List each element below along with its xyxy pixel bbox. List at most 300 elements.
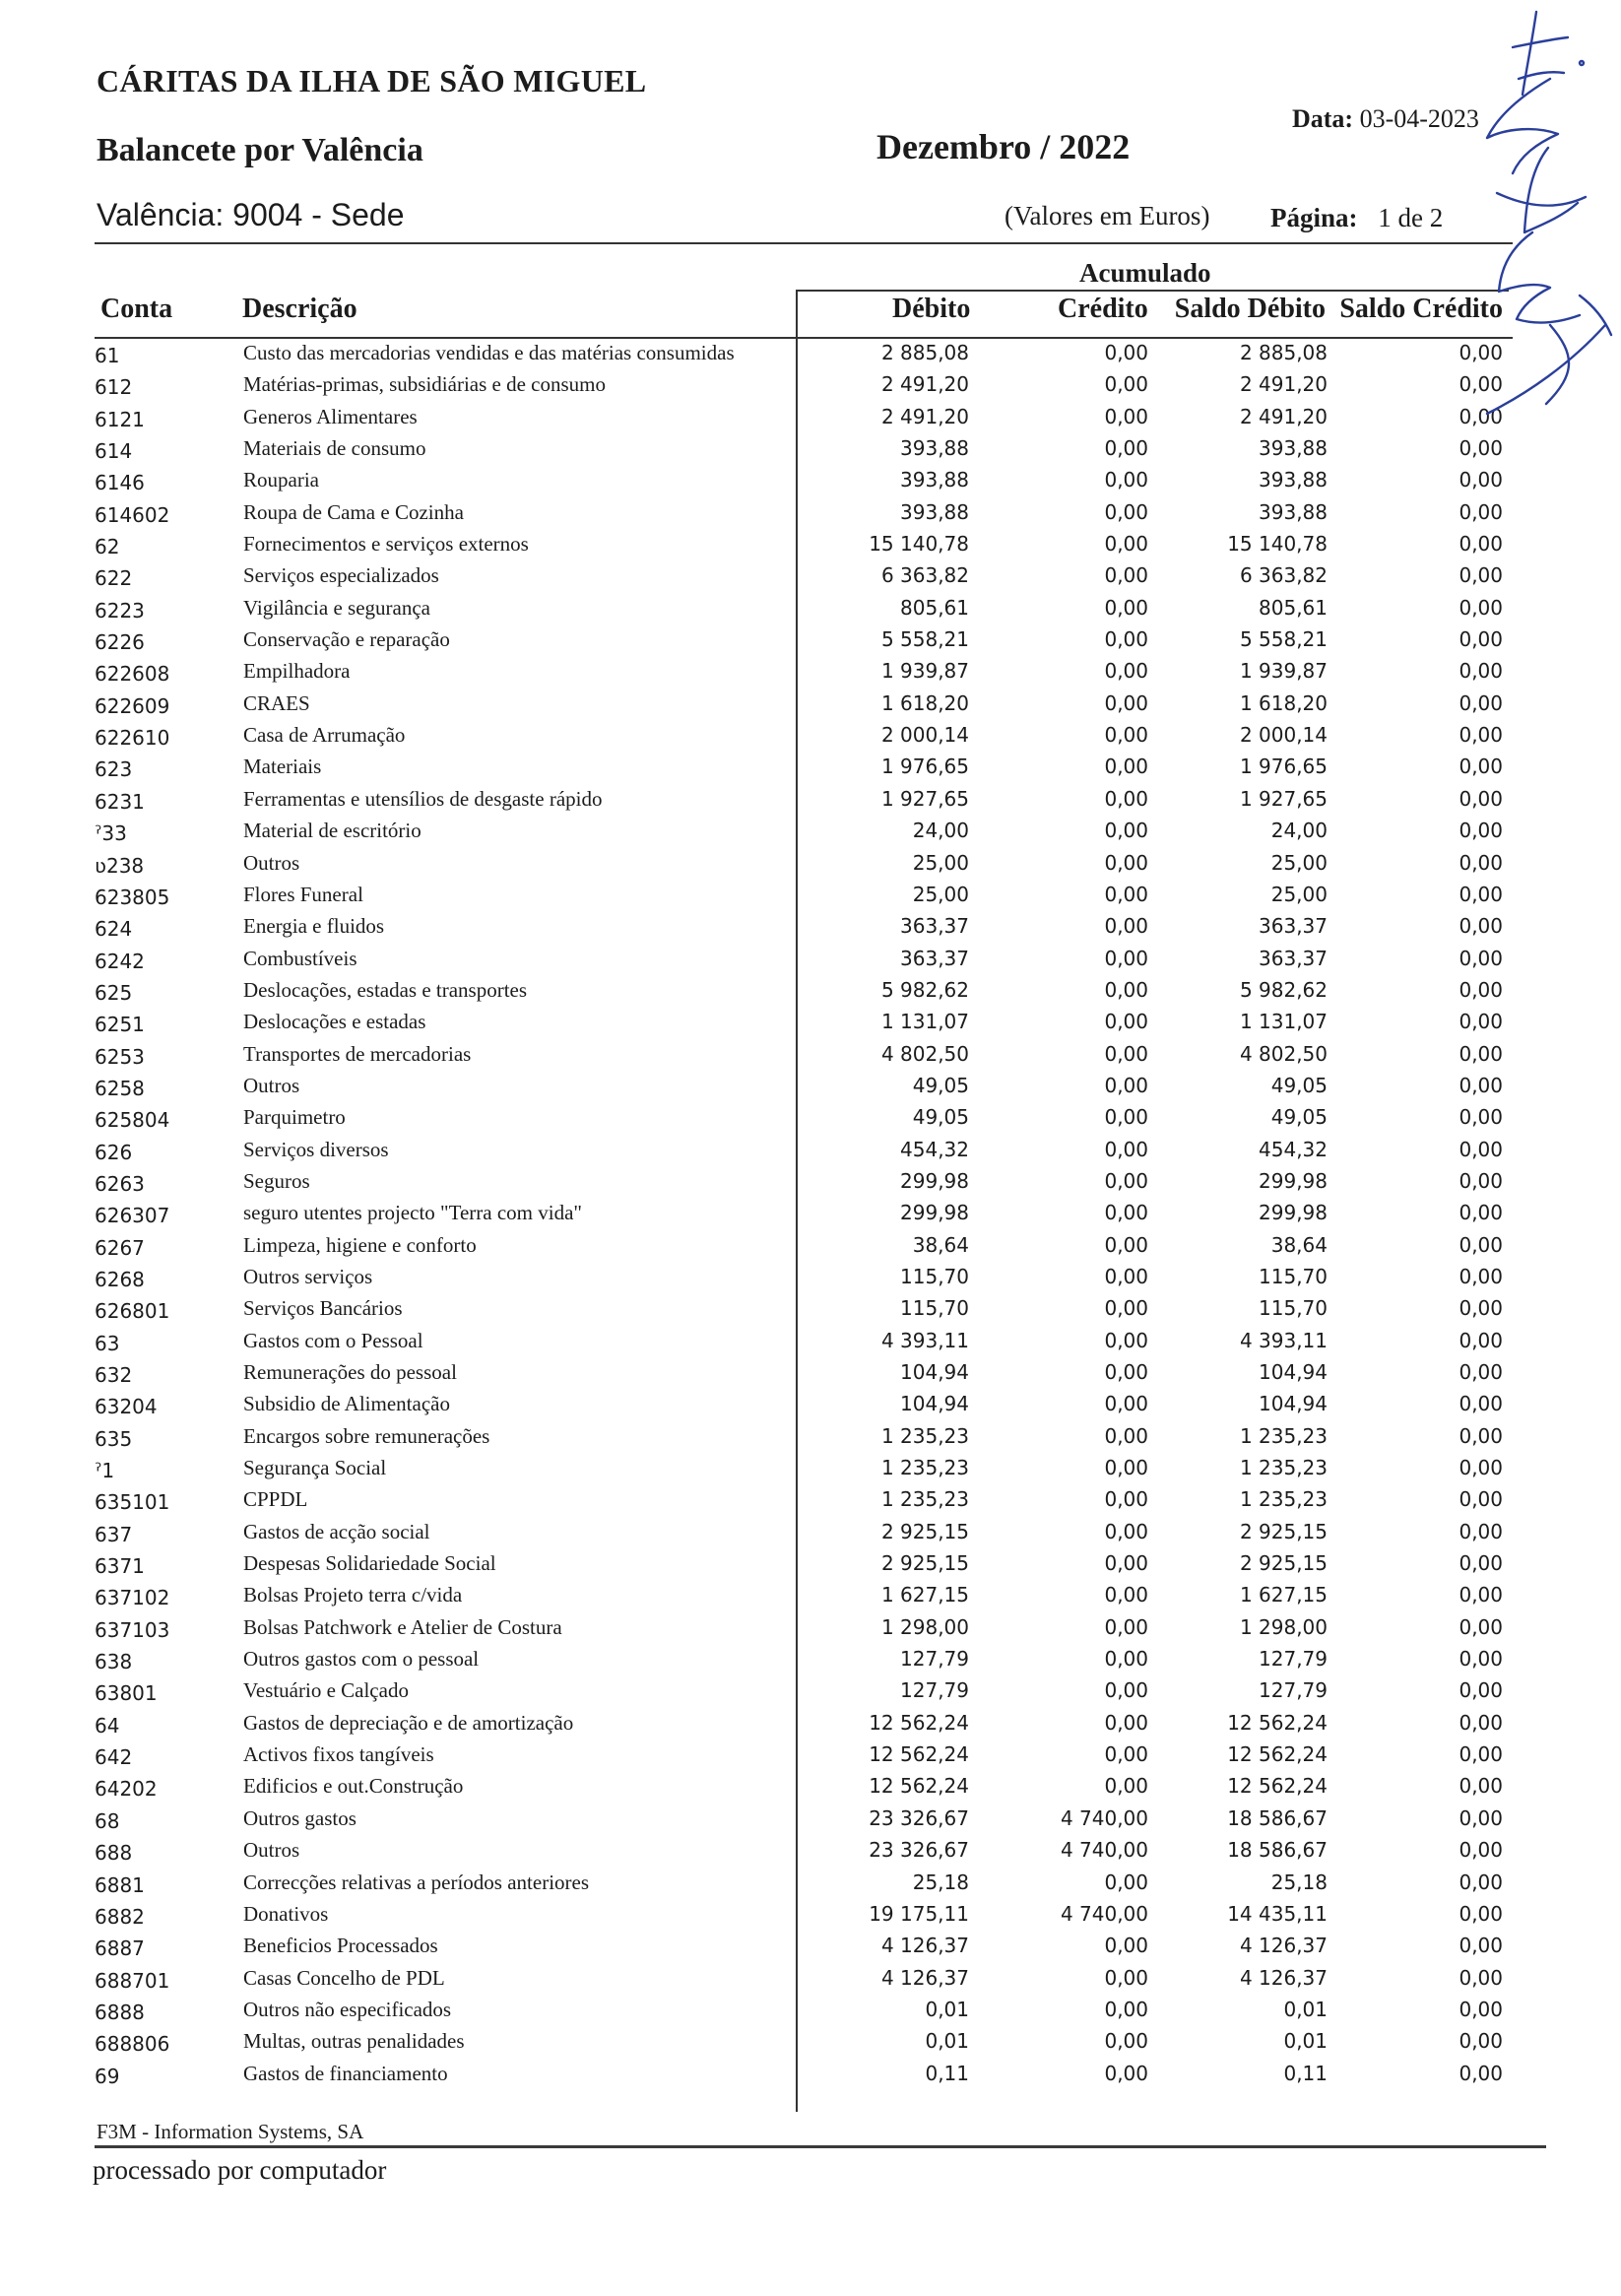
cell-saldo-credito: 0,00	[1459, 1710, 1503, 1735]
cell-saldo-credito: 0,00	[1459, 1041, 1503, 1066]
cell-saldo-credito: 0,00	[1459, 1678, 1503, 1703]
cell-saldo-credito: 0,00	[1459, 946, 1503, 970]
cell-debito: 4 393,11	[880, 1328, 969, 1352]
cell-debito: 4 126,37	[880, 1965, 969, 1990]
column-header-saldo-credito: Saldo Crédito	[1339, 294, 1503, 324]
date-label: Data:	[1292, 104, 1354, 133]
table-row	[0, 532, 1621, 563]
cell-descricao: Generos Alimentares	[243, 404, 418, 428]
cell-conta: ʋ238	[95, 853, 145, 878]
cell-debito: 4 802,50	[880, 1041, 969, 1066]
cell-conta: ˀ1	[95, 1459, 115, 1483]
cell-credito: 0,00	[1104, 690, 1148, 715]
cell-debito: 15 140,78	[869, 532, 969, 557]
cell-saldo-credito: 0,00	[1459, 595, 1503, 620]
cell-descricao: Outros	[243, 1838, 300, 1863]
table-row	[0, 1678, 1621, 1710]
cell-conta: 6242	[95, 949, 145, 973]
cell-conta: 635	[95, 1426, 133, 1451]
cell-saldo-debito: 2 000,14	[1239, 723, 1328, 748]
cell-descricao: Parquimetro	[243, 1105, 346, 1130]
cell-descricao: Outros	[243, 850, 300, 875]
cell-saldo-credito: 0,00	[1459, 1392, 1503, 1416]
cell-saldo-credito: 0,00	[1459, 1423, 1503, 1448]
cell-descricao: Bolsas Patchwork e Atelier de Costura	[243, 1614, 562, 1639]
cell-credito: 0,00	[1104, 1105, 1148, 1130]
cell-descricao: Transportes de mercadorias	[243, 1041, 472, 1066]
cell-credito: 0,00	[1104, 1519, 1148, 1543]
cell-credito: 0,00	[1104, 1041, 1148, 1066]
cell-saldo-debito: 1 939,87	[1239, 659, 1328, 684]
cell-descricao: Ferramentas e utensílios de desgaste rápido	[243, 786, 603, 811]
table-row	[0, 914, 1621, 946]
cell-debito: 1 939,87	[880, 659, 969, 684]
table-row	[0, 723, 1621, 754]
cell-saldo-debito: 1 131,07	[1239, 1010, 1328, 1034]
cell-saldo-debito: 18 586,67	[1227, 1838, 1328, 1863]
cell-conta: 614	[95, 439, 133, 464]
cell-conta: 688806	[95, 2032, 170, 2057]
cell-debito: 24,00	[912, 819, 969, 843]
cell-credito: 0,00	[1104, 1742, 1148, 1767]
cell-debito: 25,00	[912, 882, 969, 906]
cell-credito: 0,00	[1104, 914, 1148, 939]
cell-credito: 0,00	[1104, 1360, 1148, 1384]
cell-debito: 104,94	[900, 1360, 969, 1384]
cell-saldo-debito: 2 491,20	[1239, 404, 1328, 428]
cell-saldo-credito: 0,00	[1459, 468, 1503, 492]
rubric-stroke-4	[1499, 232, 1580, 322]
table-row	[0, 1265, 1621, 1296]
table-row	[0, 1870, 1621, 1902]
table-row	[0, 1806, 1621, 1838]
table-row	[0, 787, 1621, 819]
cell-descricao: Bolsas Projeto terra c/vida	[243, 1583, 463, 1607]
cell-saldo-credito: 0,00	[1459, 1870, 1503, 1894]
cell-conta: 638	[95, 1650, 133, 1674]
cell-credito: 0,00	[1104, 850, 1148, 875]
cell-saldo-credito: 0,00	[1459, 1264, 1503, 1288]
cell-descricao: Empilhadora	[243, 659, 351, 684]
cell-conta: 624	[95, 917, 133, 942]
cell-descricao: CPPDL	[243, 1487, 308, 1512]
cell-debito: 299,98	[900, 1168, 969, 1193]
cell-descricao: Activos fixos tangíveis	[243, 1742, 434, 1767]
cell-saldo-credito: 0,00	[1459, 563, 1503, 588]
cell-credito: 0,00	[1104, 595, 1148, 620]
footer-note: processado por computador	[93, 2155, 387, 2185]
cell-saldo-debito: 393,88	[1259, 499, 1328, 524]
table-row	[0, 1520, 1621, 1551]
column-header-descricao: Descrição	[242, 294, 357, 324]
cell-saldo-credito: 0,00	[1459, 1583, 1503, 1607]
footer-divider	[95, 2145, 1546, 2148]
table-row	[0, 436, 1621, 468]
cell-saldo-debito: 454,32	[1259, 1137, 1328, 1161]
column-header-credito: Crédito	[1058, 294, 1148, 324]
table-row	[0, 1647, 1621, 1678]
cell-conta: 61	[95, 344, 120, 367]
cell-saldo-debito: 0,01	[1283, 2029, 1328, 2054]
cell-conta: 6253	[95, 1044, 145, 1069]
cell-saldo-debito: 49,05	[1270, 1105, 1328, 1130]
cell-descricao: Donativos	[243, 1901, 329, 1926]
cell-saldo-debito: 363,37	[1259, 914, 1328, 939]
cell-descricao: Matérias-primas, subsidiárias e de consumo	[243, 372, 606, 397]
cell-conta: 6881	[95, 1872, 145, 1897]
cell-saldo-credito: 0,00	[1459, 1105, 1503, 1130]
rubric-stroke-3	[1497, 148, 1586, 232]
cell-descricao: Encargos sobre remunerações	[243, 1423, 490, 1448]
cell-saldo-credito: 0,00	[1459, 723, 1503, 748]
cell-credito: 0,00	[1104, 1456, 1148, 1480]
cell-saldo-debito: 299,98	[1259, 1201, 1328, 1225]
cell-credito: 4 740,00	[1060, 1838, 1148, 1863]
cell-conta: 688701	[95, 1968, 170, 1993]
cell-saldo-credito: 0,00	[1459, 1360, 1503, 1384]
cell-debito: 127,79	[900, 1647, 969, 1672]
cell-credito: 0,00	[1104, 627, 1148, 652]
table-row	[0, 1998, 1621, 2029]
cell-conta: 623	[95, 757, 133, 782]
table-row	[0, 1360, 1621, 1392]
cell-debito: 49,05	[912, 1073, 969, 1097]
table-row	[0, 1456, 1621, 1487]
cell-saldo-credito: 0,00	[1459, 914, 1503, 939]
cell-descricao: Roupa de Cama e Cozinha	[243, 499, 464, 524]
cell-descricao: Despesas Solidariedade Social	[243, 1551, 496, 1576]
table-row	[0, 468, 1621, 499]
table-row	[0, 1902, 1621, 1934]
cell-saldo-debito: 115,70	[1259, 1264, 1328, 1288]
cell-saldo-debito: 299,98	[1259, 1168, 1328, 1193]
cell-descricao: CRAES	[243, 690, 310, 715]
cell-debito: 2 491,20	[880, 372, 969, 397]
cell-descricao: Outros	[243, 1073, 300, 1097]
cell-saldo-credito: 0,00	[1459, 2029, 1503, 2054]
cell-credito: 0,00	[1104, 786, 1148, 811]
cell-saldo-credito: 0,00	[1459, 1997, 1503, 2021]
cell-credito: 0,00	[1104, 436, 1148, 461]
cell-descricao: Vestuário e Calçado	[243, 1678, 409, 1703]
cell-conta: 63204	[95, 1395, 158, 1419]
table-row	[0, 2029, 1621, 2061]
cell-saldo-credito: 0,00	[1459, 786, 1503, 811]
cell-credito: 0,00	[1104, 341, 1148, 364]
cell-descricao: Outros serviços	[243, 1264, 373, 1288]
cell-debito: 2 491,20	[880, 404, 969, 428]
cell-saldo-debito: 1 235,23	[1239, 1423, 1328, 1448]
cell-descricao: Gastos de acção social	[243, 1519, 430, 1543]
cell-saldo-credito: 0,00	[1459, 372, 1503, 397]
cell-saldo-debito: 15 140,78	[1227, 532, 1328, 557]
table-row	[0, 1169, 1621, 1201]
table-row	[0, 1042, 1621, 1074]
units-note: (Valores em Euros)	[1005, 201, 1210, 230]
cell-debito: 127,79	[900, 1678, 969, 1703]
column-header-conta: Conta	[100, 294, 173, 324]
cell-debito: 454,32	[900, 1137, 969, 1161]
cell-saldo-credito: 0,00	[1459, 1073, 1503, 1097]
cell-conta: 68	[95, 1808, 120, 1833]
cell-saldo-debito: 104,94	[1259, 1360, 1328, 1384]
cell-debito: 23 326,67	[869, 1805, 969, 1830]
cell-conta: 62	[95, 535, 120, 559]
cell-descricao: Fornecimentos e serviços externos	[243, 532, 529, 557]
cell-credito: 0,00	[1104, 1774, 1148, 1799]
cell-debito: 0,11	[925, 2061, 969, 2085]
cell-saldo-credito: 0,00	[1459, 1519, 1503, 1543]
table-row	[0, 1934, 1621, 1965]
cell-saldo-credito: 0,00	[1459, 404, 1503, 428]
cell-debito: 2 000,14	[880, 723, 969, 748]
table-row	[0, 1329, 1621, 1360]
cell-debito: 2 885,08	[880, 341, 969, 364]
cell-debito: 12 562,24	[869, 1710, 969, 1735]
cell-credito: 0,00	[1104, 1392, 1148, 1416]
cell-credito: 0,00	[1104, 2029, 1148, 2054]
cell-debito: 12 562,24	[869, 1774, 969, 1799]
cell-saldo-debito: 0,11	[1283, 2061, 1328, 2085]
cell-descricao: Outros não especificados	[243, 1997, 452, 2021]
cell-conta: 622608	[95, 662, 170, 687]
cell-descricao: Conservação e reparação	[243, 627, 450, 652]
cell-saldo-credito: 0,00	[1459, 1614, 1503, 1639]
cell-credito: 0,00	[1104, 404, 1148, 428]
table-row	[0, 819, 1621, 850]
cell-conta: 625804	[95, 1108, 170, 1133]
cell-saldo-debito: 363,37	[1259, 946, 1328, 970]
cell-conta: 6888	[95, 2000, 145, 2024]
cell-saldo-debito: 4 393,11	[1239, 1328, 1328, 1352]
cell-saldo-debito: 127,79	[1259, 1678, 1328, 1703]
cell-saldo-credito: 0,00	[1459, 1010, 1503, 1034]
table-row	[0, 1105, 1621, 1137]
table-row	[0, 627, 1621, 659]
cell-descricao: Serviços Bancários	[243, 1296, 403, 1321]
cell-credito: 0,00	[1104, 1614, 1148, 1639]
cell-credito: 0,00	[1104, 1137, 1148, 1161]
cell-credito: 0,00	[1104, 563, 1148, 588]
cell-descricao: Casas Concelho de PDL	[243, 1965, 445, 1990]
cell-descricao: Combustíveis	[243, 946, 357, 970]
cell-credito: 0,00	[1104, 819, 1148, 843]
cell-descricao: Custo das mercadorias vendidas e das matérias consumidas	[243, 341, 735, 364]
cell-credito: 0,00	[1104, 1423, 1148, 1448]
cell-descricao: Vigilância e segurança	[243, 595, 430, 620]
cell-descricao: Serviços especializados	[243, 563, 439, 588]
cell-debito: 1 235,23	[880, 1487, 969, 1512]
cell-saldo-debito: 1 298,00	[1239, 1614, 1328, 1639]
page-value: 1 de 2	[1378, 203, 1444, 232]
cell-saldo-credito: 0,00	[1459, 1328, 1503, 1352]
cell-conta: 63801	[95, 1681, 158, 1706]
cell-saldo-credito: 0,00	[1459, 627, 1503, 652]
cell-credito: 0,00	[1104, 1487, 1148, 1512]
cell-debito: 393,88	[900, 468, 969, 492]
cell-descricao: Deslocações, estadas e transportes	[243, 977, 528, 1002]
table-row	[0, 1838, 1621, 1870]
table-row	[0, 1966, 1621, 1998]
cell-conta: 632	[95, 1363, 133, 1387]
cell-conta: 635101	[95, 1490, 170, 1515]
cell-debito: 805,61	[900, 595, 969, 620]
cell-conta: 6226	[95, 630, 145, 655]
cell-credito: 0,00	[1104, 1678, 1148, 1703]
cell-descricao: Subsidio de Alimentação	[243, 1392, 450, 1416]
cell-conta: 642	[95, 1745, 133, 1770]
cell-saldo-debito: 4 802,50	[1239, 1041, 1328, 1066]
cell-debito: 1 235,23	[880, 1423, 969, 1448]
cell-conta: 6251	[95, 1013, 145, 1037]
cell-saldo-credito: 0,00	[1459, 1232, 1503, 1257]
cell-debito: 115,70	[900, 1264, 969, 1288]
cell-saldo-credito: 0,00	[1459, 1805, 1503, 1830]
cell-credito: 0,00	[1104, 1710, 1148, 1735]
cell-saldo-debito: 1 627,15	[1239, 1583, 1328, 1607]
cell-debito: 1 627,15	[880, 1583, 969, 1607]
cell-saldo-credito: 0,00	[1459, 1487, 1503, 1512]
cell-credito: 0,00	[1104, 946, 1148, 970]
cell-descricao: Seguros	[243, 1168, 310, 1193]
cell-saldo-debito: 2 925,15	[1239, 1519, 1328, 1543]
cell-saldo-debito: 805,61	[1259, 595, 1328, 620]
cell-saldo-credito: 0,00	[1459, 1647, 1503, 1672]
cell-debito: 1 618,20	[880, 690, 969, 715]
cell-debito: 12 562,24	[869, 1742, 969, 1767]
ledger-table	[0, 341, 1621, 2093]
cell-saldo-debito: 12 562,24	[1227, 1774, 1328, 1799]
cell-debito: 1 927,65	[880, 786, 969, 811]
cell-saldo-credito: 0,00	[1459, 850, 1503, 875]
handwritten-rubrics	[1339, 0, 1621, 433]
cell-saldo-credito: 0,00	[1459, 1296, 1503, 1321]
cell-conta: 64202	[95, 1777, 158, 1802]
cell-credito: 0,00	[1104, 1264, 1148, 1288]
cell-credito: 0,00	[1104, 1010, 1148, 1034]
cell-descricao: Casa de Arrumação	[243, 723, 406, 748]
cell-debito: 115,70	[900, 1296, 969, 1321]
table-row	[0, 1201, 1621, 1232]
cell-saldo-credito: 0,00	[1459, 1201, 1503, 1225]
cell-saldo-credito: 0,00	[1459, 499, 1503, 524]
cell-descricao: Gastos de depreciação e de amortização	[243, 1710, 574, 1735]
cell-saldo-debito: 127,79	[1259, 1647, 1328, 1672]
cell-conta: 622	[95, 566, 133, 591]
footer-vendor: F3M - Information Systems, SA	[97, 2120, 364, 2143]
report-title: Balancete por Valência	[97, 132, 423, 168]
cell-conta: 688	[95, 1841, 133, 1866]
rubric-stroke-1	[1513, 12, 1568, 95]
cell-saldo-debito: 5 558,21	[1239, 627, 1328, 652]
cell-conta: 6231	[95, 789, 145, 814]
cell-saldo-debito: 0,01	[1283, 1997, 1328, 2021]
cell-saldo-debito: 115,70	[1259, 1296, 1328, 1321]
cell-saldo-debito: 2 925,15	[1239, 1551, 1328, 1576]
cell-descricao: Edificios e out.Construção	[243, 1774, 464, 1799]
cell-conta: 626	[95, 1140, 133, 1164]
table-row	[0, 1392, 1621, 1423]
cell-debito: 19 175,11	[869, 1901, 969, 1926]
cell-saldo-credito: 0,00	[1459, 532, 1503, 557]
cell-credito: 0,00	[1104, 1965, 1148, 1990]
cell-conta: 625	[95, 980, 133, 1005]
cell-descricao: Deslocações e estadas	[243, 1010, 426, 1034]
cell-saldo-credito: 0,00	[1459, 1551, 1503, 1576]
table-row	[0, 1615, 1621, 1647]
cell-saldo-credito: 0,00	[1459, 436, 1503, 461]
cell-debito: 38,64	[912, 1232, 969, 1257]
cell-conta: 612	[95, 375, 133, 400]
table-row	[0, 1742, 1621, 1774]
cell-saldo-debito: 393,88	[1259, 468, 1328, 492]
cell-saldo-credito: 0,00	[1459, 819, 1503, 843]
column-header-debito: Débito	[892, 294, 971, 324]
cell-credito: 0,00	[1104, 882, 1148, 906]
cell-saldo-credito: 0,00	[1459, 341, 1503, 364]
cell-descricao: Materiais de consumo	[243, 436, 426, 461]
table-row	[0, 1583, 1621, 1614]
cell-credito: 0,00	[1104, 977, 1148, 1002]
cell-descricao: Beneficios Processados	[243, 1934, 438, 1958]
cell-debito: 1 235,23	[880, 1456, 969, 1480]
cell-saldo-credito: 0,00	[1459, 882, 1503, 906]
cell-debito: 0,01	[925, 2029, 969, 2054]
cell-conta: 622609	[95, 693, 170, 718]
cell-saldo-debito: 1 235,23	[1239, 1456, 1328, 1480]
cell-descricao: Correcções relativas a períodos anteriores	[243, 1870, 590, 1894]
header-divider	[95, 242, 1513, 244]
cell-saldo-debito: 12 562,24	[1227, 1742, 1328, 1767]
cell-saldo-debito: 18 586,67	[1227, 1805, 1328, 1830]
cell-conta: 64	[95, 1713, 120, 1738]
table-row	[0, 851, 1621, 883]
cell-credito: 0,00	[1104, 1168, 1148, 1193]
cell-credito: 0,00	[1104, 1870, 1148, 1894]
cell-debito: 2 925,15	[880, 1551, 969, 1576]
cell-descricao: Material de escritório	[243, 819, 421, 843]
cell-debito: 299,98	[900, 1201, 969, 1225]
cell-conta: 6263	[95, 1171, 145, 1196]
cell-descricao: Energia e fluidos	[243, 914, 385, 939]
cell-saldo-credito: 0,00	[1459, 690, 1503, 715]
table-row	[0, 500, 1621, 532]
table-row	[0, 1074, 1621, 1105]
organization-name: CÁRITAS DA ILHA DE SÃO MIGUEL	[97, 63, 647, 98]
table-row	[0, 691, 1621, 723]
cell-saldo-credito: 0,00	[1459, 2061, 1503, 2085]
cell-credito: 0,00	[1104, 1073, 1148, 1097]
cell-debito: 25,00	[912, 850, 969, 875]
cell-credito: 0,00	[1104, 1997, 1148, 2021]
cell-debito: 363,37	[900, 946, 969, 970]
cell-conta: 6121	[95, 407, 145, 431]
cell-credito: 0,00	[1104, 1551, 1148, 1576]
cell-descricao: Gastos de financiamento	[243, 2061, 448, 2085]
cell-credito: 4 740,00	[1060, 1901, 1148, 1926]
cell-conta: ˀ33	[95, 821, 127, 846]
cell-saldo-credito: 0,00	[1459, 977, 1503, 1002]
cell-debito: 2 925,15	[880, 1519, 969, 1543]
cell-conta: 69	[95, 2064, 120, 2088]
cell-descricao: Outros gastos com o pessoal	[243, 1647, 480, 1672]
cell-saldo-debito: 1 927,65	[1239, 786, 1328, 811]
cell-saldo-debito: 12 562,24	[1227, 1710, 1328, 1735]
cell-saldo-debito: 38,64	[1270, 1232, 1328, 1257]
cell-conta: 637103	[95, 1617, 170, 1642]
table-row	[0, 596, 1621, 627]
date-value: 03-04-2023	[1359, 104, 1479, 133]
